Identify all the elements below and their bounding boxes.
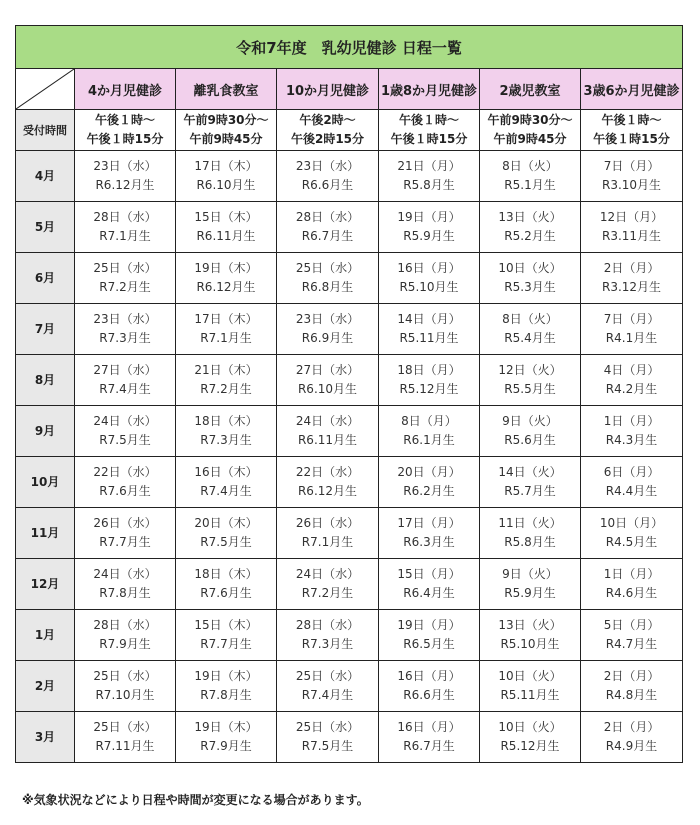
time-end: 午後１時15分 <box>86 132 164 146</box>
target-birth-month: R7.8月生 <box>200 688 252 702</box>
schedule-date: 19日（木） <box>194 261 258 275</box>
schedule-cell <box>75 151 176 202</box>
schedule-cell <box>176 151 277 202</box>
reception-time-cell <box>277 110 379 151</box>
schedule-date: 28日（水） <box>295 618 360 632</box>
schedule-cell <box>581 355 683 406</box>
schedule-date: 13日（火） <box>498 210 562 224</box>
schedule-date: 18日（木） <box>194 567 258 581</box>
schedule-date: 7日（月） <box>603 159 660 173</box>
schedule-cell <box>379 712 480 763</box>
schedule-date: 7日（月） <box>603 312 660 326</box>
schedule-cell <box>480 355 581 406</box>
schedule-cell <box>277 202 379 253</box>
table-row <box>16 559 683 610</box>
schedule-cell <box>581 712 683 763</box>
schedule-cell <box>277 559 379 610</box>
schedule-cell <box>75 712 176 763</box>
target-birth-month: R4.3月生 <box>605 433 658 447</box>
schedule-cell <box>277 457 379 508</box>
table-row <box>16 712 683 763</box>
target-birth-month: R5.4月生 <box>504 331 556 345</box>
table-row <box>16 610 683 661</box>
time-start: 午前9時30分～ <box>183 113 269 127</box>
schedule-cell <box>480 661 581 712</box>
schedule-date: 28日（水） <box>93 618 157 632</box>
target-birth-month: R7.5月生 <box>301 739 354 753</box>
time-end: 午後2時15分 <box>290 132 365 146</box>
schedule-cell <box>176 457 277 508</box>
schedule-cell <box>480 559 581 610</box>
schedule-date: 2日（月） <box>603 720 660 734</box>
target-birth-month: R5.7月生 <box>504 484 556 498</box>
schedule-date: 16日（月） <box>397 261 461 275</box>
schedule-date: 25日（水） <box>93 669 157 683</box>
target-birth-month: R6.4月生 <box>403 586 455 600</box>
schedule-cell <box>379 610 480 661</box>
target-birth-month: R5.6月生 <box>504 433 556 447</box>
target-birth-month: R5.3月生 <box>504 280 556 294</box>
schedule-date: 15日（木） <box>194 618 258 632</box>
schedule-date: 17日（木） <box>194 312 258 326</box>
schedule-cell <box>75 508 176 559</box>
schedule-date: 1日（月） <box>603 567 660 581</box>
schedule-date: 28日（水） <box>93 210 157 224</box>
target-birth-month: R5.9月生 <box>504 586 556 600</box>
schedule-cell <box>176 661 277 712</box>
schedule-cell <box>277 610 379 661</box>
schedule-date: 10日（火） <box>498 669 562 683</box>
table-row <box>16 508 683 559</box>
schedule-date: 15日（木） <box>194 210 258 224</box>
schedule-cell <box>176 304 277 355</box>
schedule-cell <box>379 304 480 355</box>
target-birth-month: R5.5月生 <box>504 382 556 396</box>
target-birth-month: R6.5月生 <box>403 637 455 651</box>
month-label: 3月 <box>16 712 75 763</box>
column-header: 1歳8か月児健診 <box>379 69 480 110</box>
target-birth-month: R7.6月生 <box>99 484 151 498</box>
column-header: 2歳児教室 <box>480 69 581 110</box>
schedule-date: 12日（火） <box>498 363 562 377</box>
schedule-cell <box>480 253 581 304</box>
target-birth-month: R6.10月生 <box>196 178 256 192</box>
target-birth-month: R7.8月生 <box>99 586 151 600</box>
month-label: 8月 <box>16 355 75 406</box>
schedule-date: 24日（水） <box>93 567 157 581</box>
schedule-cell <box>277 355 379 406</box>
schedule-date: 17日（木） <box>194 159 258 173</box>
schedule-cell <box>480 202 581 253</box>
month-label: 4月 <box>16 151 75 202</box>
schedule-date: 6日（月） <box>603 465 660 479</box>
schedule-table <box>15 25 683 763</box>
schedule-cell <box>379 202 480 253</box>
target-birth-month: R4.5月生 <box>605 535 658 549</box>
schedule-date: 19日（月） <box>397 210 461 224</box>
schedule-cell <box>480 610 581 661</box>
time-start: 午後１時～ <box>601 113 662 127</box>
month-label: 6月 <box>16 253 75 304</box>
target-birth-month: R4.8月生 <box>605 688 658 702</box>
table-row <box>16 661 683 712</box>
schedule-date: 8日（火） <box>502 312 558 326</box>
target-birth-month: R7.3月生 <box>200 433 252 447</box>
table-row <box>16 151 683 202</box>
target-birth-month: R7.3月生 <box>301 637 354 651</box>
target-birth-month: R3.11月生 <box>601 229 662 243</box>
target-birth-month: R4.7月生 <box>605 637 658 651</box>
target-birth-month: R7.3月生 <box>99 331 151 345</box>
schedule-cell <box>176 559 277 610</box>
schedule-date: 11日（火） <box>498 516 562 530</box>
schedule-cell <box>176 202 277 253</box>
target-birth-month: R5.11月生 <box>500 688 560 702</box>
target-birth-month: R7.4月生 <box>301 688 354 702</box>
target-birth-month: R7.11月生 <box>95 739 155 753</box>
schedule-date: 24日（水） <box>295 414 360 428</box>
reception-time-cell <box>480 110 581 151</box>
target-birth-month: R5.12月生 <box>399 382 459 396</box>
schedule-cell <box>581 661 683 712</box>
column-header: 10か月児健診 <box>277 69 379 110</box>
table-row <box>16 253 683 304</box>
schedule-cell <box>581 508 683 559</box>
schedule-cell <box>176 610 277 661</box>
table-row <box>16 406 683 457</box>
time-start: 午後１時～ <box>94 113 155 127</box>
schedule-cell <box>176 508 277 559</box>
schedule-cell <box>379 508 480 559</box>
target-birth-month: R5.8月生 <box>403 178 455 192</box>
reception-time-cell <box>75 110 176 151</box>
schedule-cell <box>277 508 379 559</box>
schedule-date: 12日（月） <box>599 210 664 224</box>
schedule-cell <box>75 406 176 457</box>
target-birth-month: R6.6月生 <box>301 178 354 192</box>
schedule-date: 10日（火） <box>498 720 562 734</box>
time-start: 午前9時30分～ <box>487 113 573 127</box>
target-birth-month: R7.2月生 <box>99 280 151 294</box>
schedule-cell <box>176 355 277 406</box>
schedule-date: 16日（木） <box>194 465 258 479</box>
schedule-date: 2日（月） <box>603 669 660 683</box>
schedule-date: 15日（月） <box>397 567 461 581</box>
header-row <box>16 69 683 110</box>
schedule-date: 26日（水） <box>295 516 360 530</box>
schedule-cell <box>75 661 176 712</box>
schedule-cell <box>379 661 480 712</box>
schedule-cell <box>581 202 683 253</box>
target-birth-month: R7.9月生 <box>99 637 151 651</box>
schedule-date: 26日（水） <box>93 516 157 530</box>
target-birth-month: R6.7月生 <box>403 739 455 753</box>
target-birth-month: R3.12月生 <box>601 280 662 294</box>
schedule-date: 5日（月） <box>603 618 660 632</box>
table-row <box>16 304 683 355</box>
target-birth-month: R7.2月生 <box>301 586 354 600</box>
target-birth-month: R6.12月生 <box>297 484 358 498</box>
month-label: 12月 <box>16 559 75 610</box>
schedule-date: 25日（水） <box>295 261 360 275</box>
schedule-date: 27日（水） <box>93 363 157 377</box>
schedule-cell <box>176 712 277 763</box>
schedule-date: 8日（月） <box>401 414 457 428</box>
schedule-container <box>15 25 682 763</box>
schedule-date: 22日（水） <box>295 465 360 479</box>
schedule-cell <box>75 457 176 508</box>
target-birth-month: R4.4月生 <box>605 484 658 498</box>
schedule-cell <box>480 304 581 355</box>
target-birth-month: R7.5月生 <box>200 535 252 549</box>
title-row <box>16 26 683 69</box>
schedule-date: 24日（水） <box>295 567 360 581</box>
time-end: 午後１時15分 <box>593 132 670 146</box>
target-birth-month: R7.10月生 <box>95 688 155 702</box>
schedule-date: 21日（木） <box>194 363 258 377</box>
schedule-cell <box>379 559 480 610</box>
schedule-date: 20日（月） <box>397 465 461 479</box>
target-birth-month: R7.2月生 <box>200 382 252 396</box>
schedule-cell <box>581 457 683 508</box>
target-birth-month: R7.4月生 <box>200 484 252 498</box>
target-birth-month: R5.11月生 <box>399 331 459 345</box>
schedule-cell <box>480 457 581 508</box>
schedule-cell <box>176 253 277 304</box>
schedule-date: 9日（火） <box>502 414 558 428</box>
schedule-date: 17日（月） <box>397 516 461 530</box>
schedule-cell <box>75 304 176 355</box>
table-row <box>16 457 683 508</box>
target-birth-month: R7.5月生 <box>99 433 151 447</box>
reception-time-row <box>16 110 683 151</box>
schedule-date: 13日（火） <box>498 618 562 632</box>
target-birth-month: R6.8月生 <box>301 280 354 294</box>
schedule-cell <box>480 712 581 763</box>
time-end: 午後１時15分 <box>390 132 468 146</box>
schedule-cell <box>379 457 480 508</box>
schedule-cell <box>277 406 379 457</box>
schedule-cell <box>277 253 379 304</box>
column-header: 4か月児健診 <box>75 69 176 110</box>
schedule-date: 2日（月） <box>603 261 660 275</box>
time-start: 午後１時～ <box>398 113 459 127</box>
schedule-date: 14日（火） <box>498 465 562 479</box>
schedule-date: 28日（水） <box>295 210 360 224</box>
target-birth-month: R6.3月生 <box>403 535 455 549</box>
schedule-date: 10日（月） <box>599 516 664 530</box>
schedule-cell <box>581 151 683 202</box>
target-birth-month: R5.9月生 <box>403 229 455 243</box>
schedule-date: 25日（水） <box>295 669 360 683</box>
schedule-cell <box>277 712 379 763</box>
schedule-cell <box>581 406 683 457</box>
target-birth-month: R4.1月生 <box>605 331 658 345</box>
schedule-date: 16日（月） <box>397 669 461 683</box>
schedule-date: 23日（水） <box>93 159 157 173</box>
schedule-cell <box>581 610 683 661</box>
schedule-date: 16日（月） <box>397 720 461 734</box>
schedule-cell <box>75 253 176 304</box>
target-birth-month: R5.1月生 <box>504 178 556 192</box>
target-birth-month: R6.1月生 <box>403 433 455 447</box>
schedule-cell <box>277 304 379 355</box>
schedule-date: 18日（木） <box>194 414 258 428</box>
corner-cell <box>16 69 75 110</box>
target-birth-month: R7.9月生 <box>200 739 252 753</box>
schedule-date: 22日（水） <box>93 465 157 479</box>
schedule-cell <box>480 406 581 457</box>
column-header: 3歳6か月児健診 <box>581 69 683 110</box>
target-birth-month: R5.10月生 <box>500 637 560 651</box>
target-birth-month: R3.10月生 <box>601 178 662 192</box>
schedule-cell <box>581 304 683 355</box>
reception-time-cell <box>379 110 480 151</box>
target-birth-month: R7.6月生 <box>200 586 252 600</box>
schedule-date: 25日（水） <box>93 261 157 275</box>
month-label: 10月 <box>16 457 75 508</box>
schedule-date: 8日（火） <box>502 159 558 173</box>
table-row <box>16 202 683 253</box>
schedule-date: 19日（木） <box>194 720 258 734</box>
schedule-cell <box>277 151 379 202</box>
target-birth-month: R7.4月生 <box>99 382 151 396</box>
schedule-date: 25日（水） <box>93 720 157 734</box>
schedule-cell <box>75 202 176 253</box>
schedule-date: 20日（木） <box>194 516 258 530</box>
target-birth-month: R4.2月生 <box>605 382 658 396</box>
month-label: 9月 <box>16 406 75 457</box>
target-birth-month: R6.6月生 <box>403 688 455 702</box>
schedule-date: 19日（月） <box>397 618 461 632</box>
schedule-date: 9日（火） <box>502 567 558 581</box>
column-header: 離乳食教室 <box>176 69 277 110</box>
schedule-cell <box>581 253 683 304</box>
target-birth-month: R4.9月生 <box>605 739 658 753</box>
target-birth-month: R6.2月生 <box>403 484 455 498</box>
target-birth-month: R6.7月生 <box>301 229 354 243</box>
schedule-date: 23日（水） <box>93 312 157 326</box>
footnote: ※気象状況などにより日程や時間が変更になる場合があります。 <box>22 793 369 807</box>
page-title: 令和7年度 乳幼児健診 日程一覧 <box>16 26 683 69</box>
target-birth-month: R7.7月生 <box>99 535 151 549</box>
schedule-cell <box>379 355 480 406</box>
schedule-cell <box>75 559 176 610</box>
month-label: 1月 <box>16 610 75 661</box>
schedule-cell <box>379 253 480 304</box>
time-end: 午前9時45分 <box>189 132 263 146</box>
reception-time-label: 受付時間 <box>16 110 75 151</box>
target-birth-month: R6.10月生 <box>297 382 358 396</box>
target-birth-month: R5.2月生 <box>504 229 556 243</box>
schedule-date: 24日（水） <box>93 414 157 428</box>
target-birth-month: R5.12月生 <box>500 739 560 753</box>
schedule-date: 27日（水） <box>295 363 360 377</box>
target-birth-month: R6.12月生 <box>196 280 256 294</box>
schedule-cell <box>480 508 581 559</box>
schedule-date: 1日（月） <box>603 414 660 428</box>
schedule-cell <box>75 355 176 406</box>
schedule-date: 18日（月） <box>397 363 461 377</box>
schedule-cell <box>480 151 581 202</box>
time-start: 午後2時～ <box>299 113 356 127</box>
schedule-date: 23日（水） <box>295 159 360 173</box>
table-row <box>16 355 683 406</box>
target-birth-month: R5.10月生 <box>399 280 459 294</box>
schedule-date: 10日（火） <box>498 261 562 275</box>
month-label: 7月 <box>16 304 75 355</box>
target-birth-month: R7.7月生 <box>200 637 252 651</box>
schedule-cell <box>75 610 176 661</box>
schedule-date: 4日（月） <box>603 363 660 377</box>
month-label: 2月 <box>16 661 75 712</box>
reception-time-cell <box>176 110 277 151</box>
schedule-cell <box>379 406 480 457</box>
month-label: 5月 <box>16 202 75 253</box>
reception-time-cell <box>581 110 683 151</box>
target-birth-month: R4.6月生 <box>605 586 658 600</box>
target-birth-month: R6.11月生 <box>297 433 358 447</box>
target-birth-month: R6.9月生 <box>301 331 354 345</box>
schedule-date: 21日（月） <box>397 159 461 173</box>
schedule-cell <box>379 151 480 202</box>
schedule-date: 19日（木） <box>194 669 258 683</box>
target-birth-month: R5.8月生 <box>504 535 556 549</box>
target-birth-month: R7.1月生 <box>200 331 252 345</box>
diagonal-line-icon <box>16 69 74 109</box>
schedule-cell <box>581 559 683 610</box>
schedule-table-body <box>16 26 683 763</box>
schedule-date: 14日（月） <box>397 312 461 326</box>
target-birth-month: R6.12月生 <box>95 178 155 192</box>
schedule-cell <box>176 406 277 457</box>
schedule-date: 25日（水） <box>295 720 360 734</box>
month-label: 11月 <box>16 508 75 559</box>
target-birth-month: R7.1月生 <box>301 535 354 549</box>
time-end: 午前9時45分 <box>493 132 567 146</box>
target-birth-month: R7.1月生 <box>99 229 151 243</box>
schedule-date: 23日（水） <box>295 312 360 326</box>
schedule-cell <box>277 661 379 712</box>
target-birth-month: R6.11月生 <box>196 229 256 243</box>
